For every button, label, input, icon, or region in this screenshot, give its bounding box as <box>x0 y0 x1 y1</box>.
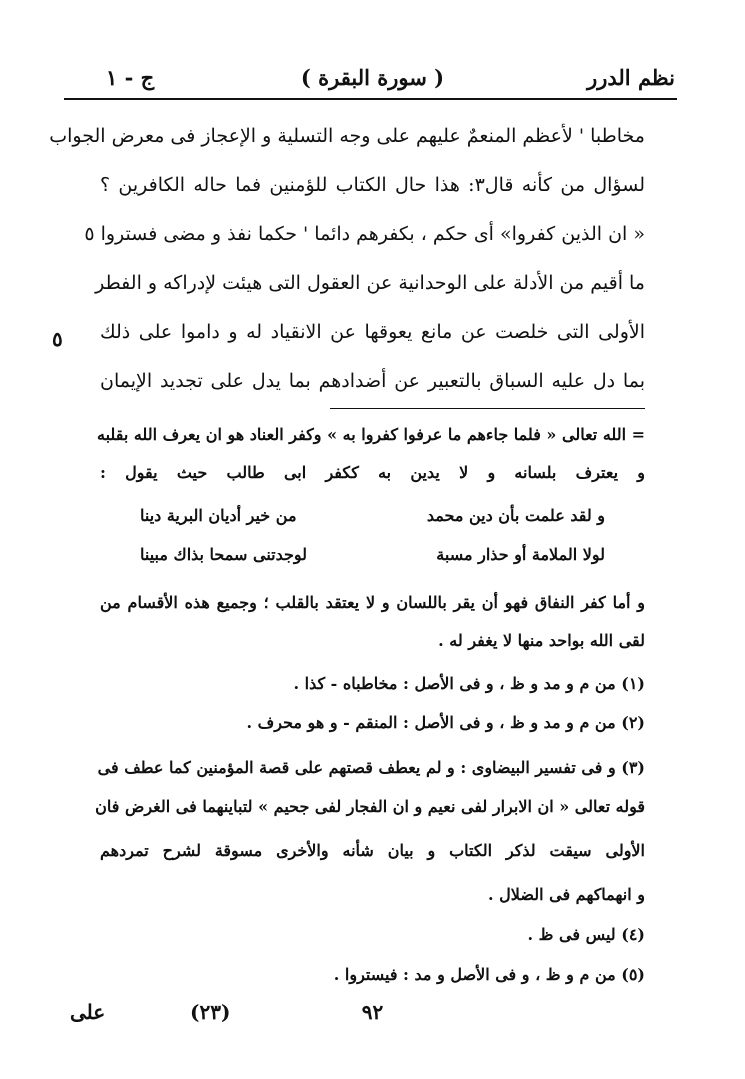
running-header <box>70 60 675 96</box>
footnote: قوله تعالى « ان الابرار لفى نعيم و ان الفجار لفى جحيم » لتباينهما فى الغرض فان <box>95 797 645 816</box>
line-number: ٥ <box>52 327 63 351</box>
footnote: الأولى سيقت لذكر الكتاب و بيان شأنه والأخرى مسوقة لشرح تمردهم <box>100 841 645 860</box>
catchword: على <box>70 1000 106 1024</box>
main-text-line: مخاطبا ' لأعظم المنعمٌ عليهم على وجه التسلية و الإعجاز فى معرض الجواب <box>49 125 645 147</box>
part-number: (٢٣) <box>190 1000 231 1024</box>
main-text-line: لسؤال من كأنه قال٣: هذا حال الكتاب للؤمنين فما حاله الكافرين ؟ <box>100 174 645 196</box>
note-line: و أما كفر النفاق فهو أن يقر باللسان و لا يعتقد بالقلب ؛ وجميع هذه الأقسام من <box>100 593 645 612</box>
poem-hemistich: لوجدتنى سمحا بذاك مبينا <box>140 545 308 564</box>
poem-verse <box>100 541 645 569</box>
poem-hemistich: لولا الملامة أو حذار مسبة <box>436 545 605 564</box>
page-footer <box>70 995 675 1029</box>
footnote: (٢) من م و مد و ظ ، و فى الأصل : المنقم - و هو محرف . <box>246 713 645 732</box>
note-line: لقى الله بواحد منها لا يغفر له . <box>438 631 645 650</box>
book-title: نظم الدرر <box>587 65 675 90</box>
surah-title: ( سورة البقرة ) <box>300 65 445 90</box>
header-rule <box>64 98 677 100</box>
main-text-line: الأولى التى خلصت عن مانع يعوقها عن الانقياد له و داموا على ذلك <box>100 321 645 343</box>
footnote: و انهماكهم فى الضلال . <box>488 885 645 904</box>
main-text-line: ما أقيم من الأدلة على الوحدانية عن العقول التى هيئت لإدراكه و الفطر <box>95 272 645 294</box>
poem-hemistich: و لقد علمت بأن دين محمد <box>426 506 605 525</box>
footnote: (٣) و فى تفسير البيضاوى : و لم يعطف قصتهم على قصة المؤمنين كما عطف فى <box>97 758 645 777</box>
notes-separator <box>330 408 645 409</box>
footnote: (١) من م و مد و ظ ، و فى الأصل : مخاطباه - كذا . <box>293 674 645 693</box>
footnote: (٥) من م و ظ ، و فى الأصل و مد : فيستروا . <box>333 965 645 984</box>
poem-verse <box>100 502 645 530</box>
main-text-line: بما دل عليه السباق بالتعبير عن أضدادهم بما يدل على تجديد الإيمان <box>100 370 645 392</box>
volume-number: ج - ١ <box>106 65 155 90</box>
note-line: و يعترف بلسانه و لا يدين به ككفر ابى طالب حيث يقول : <box>100 463 645 482</box>
page-number: ٩٢ <box>361 1000 384 1024</box>
poem-hemistich: من خير أديان البرية دينا <box>140 506 297 525</box>
main-text-line: « ان الذين كفروا» أى حكم ، بكفرهم دائما ' حكما نفذ و مضى فستروا ٥ <box>84 223 645 245</box>
footnote: (٤) ليس فى ظ . <box>527 925 645 944</box>
note-line: = الله تعالى « فلما جاءهم ما عرفوا كفروا به » وكفر العناد هو ان يعرف الله بقلبه <box>97 425 645 444</box>
